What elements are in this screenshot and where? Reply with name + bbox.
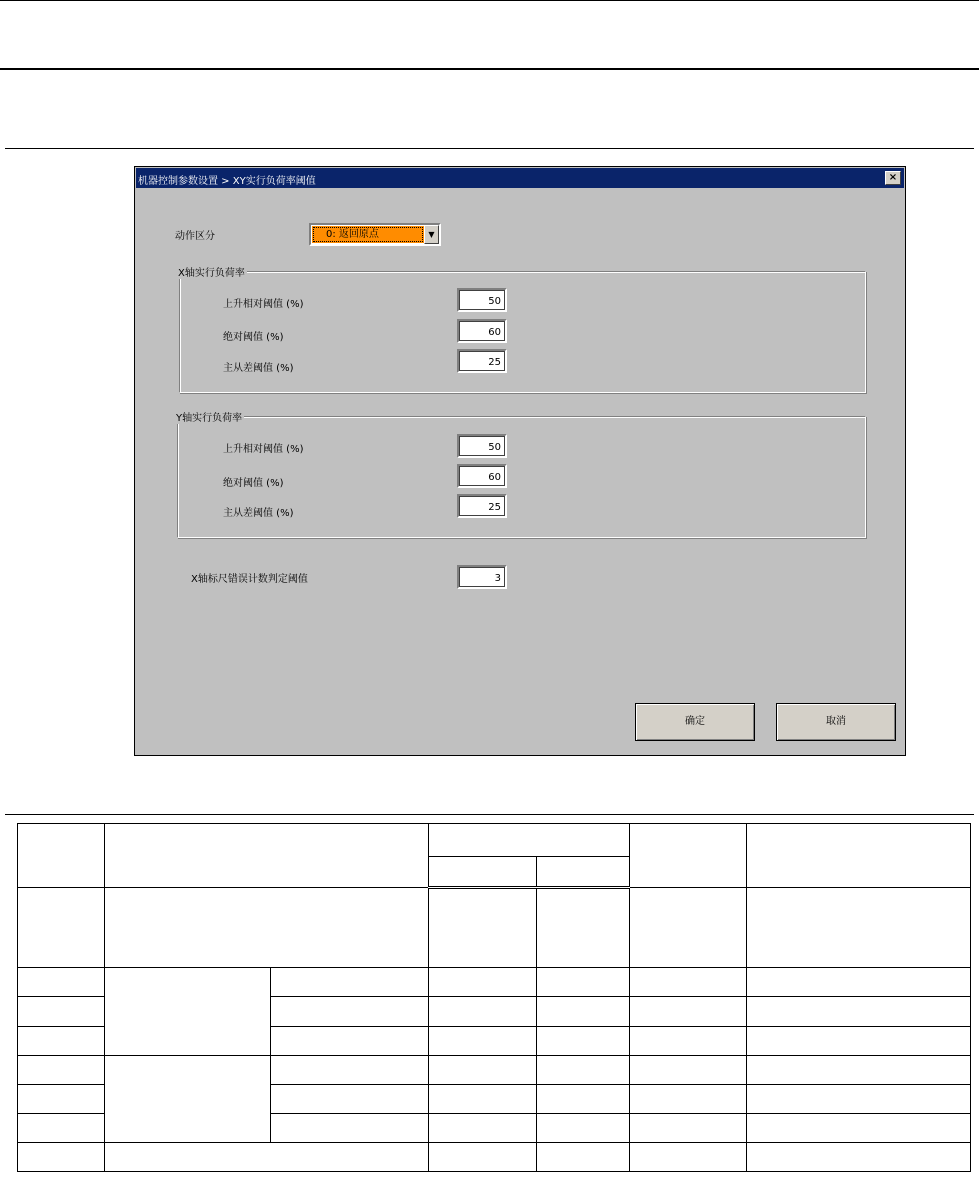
table-cell bbox=[537, 997, 630, 1026]
top-rule bbox=[0, 0, 979, 1]
table-cell bbox=[630, 968, 747, 997]
x-absolute-label: 绝对阈值 (%) bbox=[223, 332, 284, 343]
dialog-titlebar[interactable] bbox=[136, 168, 904, 188]
table-row bbox=[18, 968, 971, 997]
table-cell bbox=[429, 1055, 537, 1084]
table-cell bbox=[747, 1142, 971, 1171]
table-cell bbox=[747, 997, 971, 1026]
table-cell bbox=[271, 1084, 429, 1113]
table-cell bbox=[747, 1055, 971, 1084]
table-cell bbox=[537, 857, 630, 888]
table-cell bbox=[747, 1026, 971, 1055]
table-cell bbox=[630, 1113, 747, 1142]
close-icon: × bbox=[888, 172, 898, 183]
y-absolute-field[interactable]: 60 bbox=[457, 464, 507, 488]
y-master-slave-label: 主从差阈值 (%) bbox=[223, 508, 294, 519]
table-cell bbox=[105, 968, 271, 1055]
table-cell bbox=[747, 824, 971, 888]
action-select[interactable] bbox=[309, 223, 441, 246]
table-cell bbox=[537, 1026, 630, 1055]
table-cell bbox=[630, 1055, 747, 1084]
table-cell bbox=[18, 888, 105, 968]
table-cell bbox=[271, 1113, 429, 1142]
table-cell bbox=[537, 1113, 630, 1142]
scale-error-field[interactable]: 3 bbox=[457, 565, 507, 589]
table-cell bbox=[105, 1055, 271, 1142]
table-cell bbox=[429, 1026, 537, 1055]
table-cell bbox=[18, 1084, 105, 1113]
table-row bbox=[18, 1055, 971, 1084]
table-cell bbox=[271, 1026, 429, 1055]
x-axis-group-title: X轴实行负荷率 bbox=[176, 264, 247, 279]
table-cell bbox=[105, 824, 429, 888]
table-cell bbox=[18, 997, 105, 1026]
table-row bbox=[18, 1142, 971, 1171]
table-cell bbox=[630, 1026, 747, 1055]
table-cell bbox=[537, 1084, 630, 1113]
table-cell bbox=[105, 1142, 429, 1171]
table-cell bbox=[271, 1055, 429, 1084]
table-cell bbox=[18, 1055, 105, 1084]
chevron-down-icon[interactable]: ▼ bbox=[424, 225, 439, 244]
section-rule-1 bbox=[5, 148, 974, 149]
y-rise-relative-label: 上升相对阈值 (%) bbox=[223, 444, 304, 455]
table-cell bbox=[18, 1026, 105, 1055]
table-cell bbox=[747, 888, 971, 968]
table-cell bbox=[630, 997, 747, 1026]
table-cell bbox=[747, 968, 971, 997]
section-rule-2 bbox=[5, 814, 974, 815]
table-cell bbox=[429, 968, 537, 997]
y-absolute-label: 绝对阈值 (%) bbox=[223, 478, 284, 489]
table-cell bbox=[18, 968, 105, 997]
table-cell bbox=[429, 824, 630, 857]
dialog-title: 机器控制参数设置 > XY实行负荷率阈值 bbox=[138, 176, 316, 187]
table-cell bbox=[429, 857, 537, 888]
y-rise-relative-field[interactable]: 50 bbox=[457, 434, 507, 458]
table-cell bbox=[429, 888, 537, 968]
x-absolute-field[interactable]: 60 bbox=[457, 319, 507, 343]
table-cell bbox=[105, 888, 429, 968]
table-cell bbox=[537, 888, 630, 968]
table-cell bbox=[429, 1113, 537, 1142]
close-button[interactable] bbox=[885, 171, 901, 185]
table-cell bbox=[271, 997, 429, 1026]
table-cell bbox=[429, 1142, 537, 1171]
table-cell bbox=[630, 1084, 747, 1113]
ok-button[interactable]: 确定 bbox=[635, 703, 755, 741]
table-cell bbox=[630, 1142, 747, 1171]
table-cell bbox=[18, 1142, 105, 1171]
action-label: 动作区分 bbox=[175, 231, 215, 242]
table-row bbox=[18, 888, 971, 968]
x-master-slave-label: 主从差阈值 (%) bbox=[223, 363, 294, 374]
table-cell bbox=[630, 888, 747, 968]
cancel-button[interactable]: 取消 bbox=[776, 703, 896, 741]
table-cell bbox=[429, 997, 537, 1026]
settings-dialog bbox=[134, 166, 906, 756]
table-cell bbox=[537, 968, 630, 997]
table-cell bbox=[18, 824, 105, 888]
table-cell bbox=[18, 1113, 105, 1142]
table-cell bbox=[747, 1113, 971, 1142]
table-cell bbox=[537, 1055, 630, 1084]
x-rise-relative-field[interactable]: 50 bbox=[457, 288, 507, 312]
header-rule bbox=[0, 68, 979, 70]
parameter-table bbox=[17, 823, 971, 1172]
action-select-value: 0: 返回原点 bbox=[312, 226, 424, 243]
table-header-row bbox=[18, 824, 971, 857]
y-master-slave-field[interactable]: 25 bbox=[457, 494, 507, 518]
table-cell bbox=[537, 1142, 630, 1171]
scale-error-label: X轴标尺错误计数判定阈值 bbox=[191, 574, 308, 585]
table-cell bbox=[747, 1084, 971, 1113]
x-master-slave-field[interactable]: 25 bbox=[457, 349, 507, 373]
table-cell bbox=[271, 968, 429, 997]
x-rise-relative-label: 上升相对阈值 (%) bbox=[223, 299, 304, 310]
y-axis-group-title: Y轴实行负荷率 bbox=[174, 409, 244, 424]
table-cell bbox=[630, 824, 747, 888]
table-cell bbox=[429, 1084, 537, 1113]
